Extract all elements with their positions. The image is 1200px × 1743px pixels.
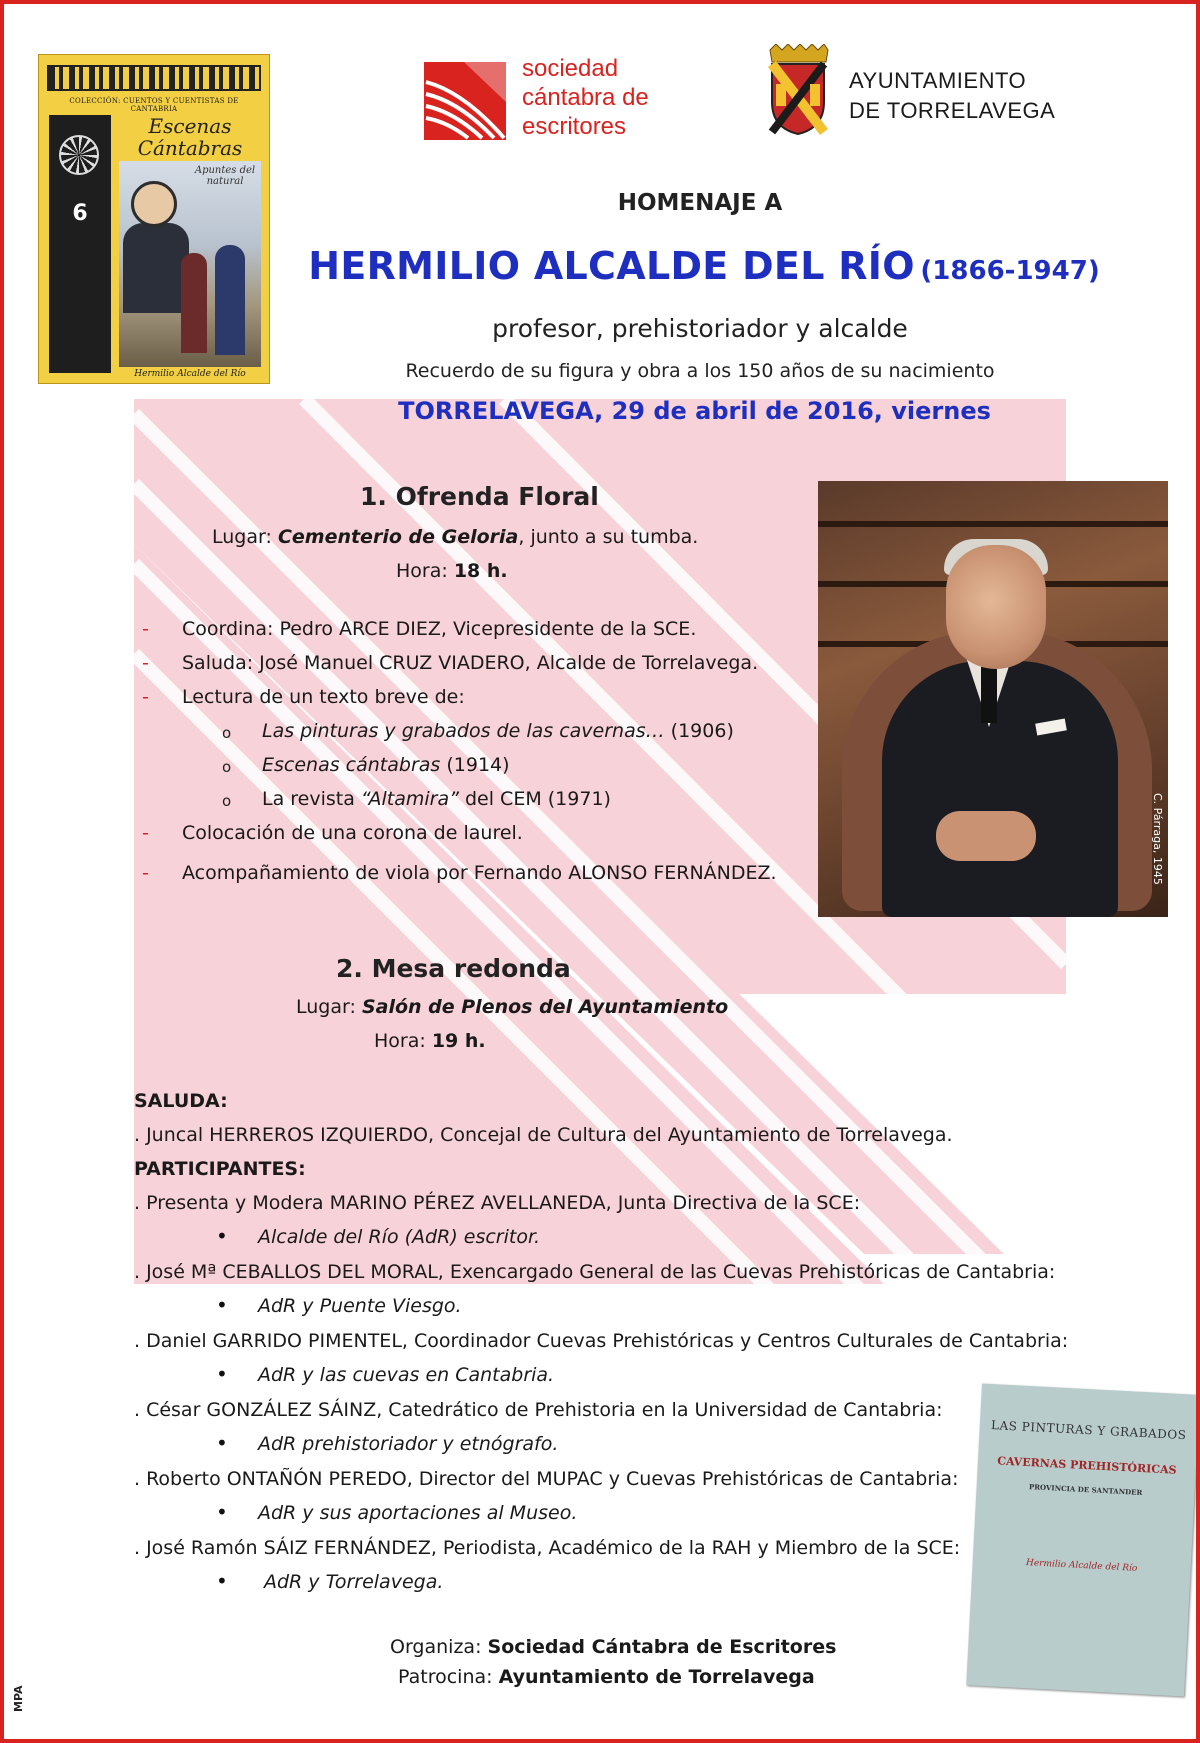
head bbox=[946, 545, 1046, 669]
section1-time-label: Hora: bbox=[396, 560, 448, 582]
participant-line: . José Mª CEBALLOS DEL MORAL, Exencargado General de las Cuevas Prehistóricas de Cantabria: bbox=[134, 1261, 1056, 1283]
reading-year: (1906) bbox=[664, 720, 734, 742]
section1-time-value: 18 h. bbox=[453, 560, 508, 582]
honoree-name bbox=[4, 244, 1200, 288]
cover-author: Hermilio Alcalde del Río bbox=[134, 369, 246, 379]
dash-bullet: - bbox=[142, 686, 149, 708]
saluda-line: . Juncal HERREROS IZQUIERDO, Concejal de Cultura del Ayuntamiento de Torrelavega. bbox=[134, 1124, 953, 1146]
organiza-value: Sociedad Cántabra de Escritores bbox=[487, 1636, 837, 1658]
dash-bullet: - bbox=[142, 862, 149, 884]
honoree-profession: profesor, prehistoriador y alcalde bbox=[492, 314, 908, 343]
participant-topic: AdR y Puente Viesgo. bbox=[258, 1295, 462, 1317]
painter-signature: C. Párraga, 1945 bbox=[1151, 793, 1164, 885]
book2-line3: PROVINCIA DE SANTANDER bbox=[1028, 1482, 1143, 1498]
shelf-1 bbox=[818, 521, 1168, 527]
ayuntamiento-logo-text bbox=[849, 66, 1055, 126]
circle-bullet: o bbox=[222, 724, 232, 742]
section2-place-value: Salón de Plenos del Ayuntamiento bbox=[361, 996, 729, 1018]
book2-author: Hermilio Alcalde del Río bbox=[1025, 1558, 1138, 1574]
cover-title-line2: Cántabras bbox=[137, 136, 243, 160]
section1-place-label: Lugar: bbox=[212, 526, 272, 548]
torrelavega-coat-of-arms-icon bbox=[762, 44, 834, 136]
bullet-dot: • bbox=[216, 1569, 228, 1593]
participant-topic: AdR y Torrelavega. bbox=[264, 1571, 444, 1593]
tie bbox=[981, 667, 997, 723]
participant-line: . Roberto ONTAÑÓN PEREDO, Director del MUPAC y Cuevas Prehistóricas de Cantabria: bbox=[134, 1468, 959, 1490]
bullet-dot: • bbox=[216, 1224, 228, 1248]
reading-item bbox=[262, 720, 734, 742]
sce-line2: cántabra de bbox=[522, 84, 649, 111]
participantes-heading: PARTICIPANTES: bbox=[134, 1158, 306, 1180]
section1-item: Acompañamiento de viola por Fernando ALONSO FERNÁNDEZ. bbox=[182, 862, 777, 884]
section1-item: Colocación de una corona de laurel. bbox=[182, 822, 523, 844]
section1-place-value: Cementerio de Geloria bbox=[277, 526, 519, 548]
reading-item bbox=[262, 754, 510, 776]
homenaje-heading: HOMENAJE A bbox=[617, 190, 783, 216]
reading-year: del CEM (1971) bbox=[458, 788, 611, 810]
circle-bullet: o bbox=[222, 792, 232, 810]
section2-place-label: Lugar: bbox=[296, 996, 356, 1018]
sce-line1: sociedad bbox=[522, 55, 619, 82]
section1-item: Saluda: José Manuel CRUZ VIADERO, Alcalde de Torrelavega. bbox=[182, 652, 759, 674]
portrait-painting bbox=[818, 481, 1168, 917]
participant-topic: AdR y las cuevas en Cantabria. bbox=[258, 1364, 555, 1386]
cover-collection: COLECCIÓN: CUENTOS Y CUENTISTAS DE CANTABRIA bbox=[69, 97, 239, 113]
participant-line: . Presenta y Modera MARINO PÉREZ AVELLANEDA, Junta Directiva de la SCE: bbox=[134, 1192, 861, 1214]
ayuntamiento-line2: DE TORRELAVEGA bbox=[849, 98, 1056, 123]
honoree-years: (1866-1947) bbox=[920, 256, 1100, 286]
section2-time bbox=[374, 1030, 486, 1052]
book-cover-pinturas-y-grabados bbox=[966, 1384, 1200, 1697]
section2-place bbox=[296, 996, 728, 1018]
reading-title: Escenas cántabras bbox=[262, 754, 441, 776]
dash-bullet: - bbox=[142, 652, 149, 674]
reading-title: “Altamira” bbox=[360, 788, 459, 810]
section1-place-suffix: , junto a su tumba. bbox=[518, 526, 699, 548]
saluda-heading: SALUDA: bbox=[134, 1090, 228, 1112]
book2-line1: LAS PINTURAS Y GRABADOS bbox=[990, 1418, 1187, 1443]
participant-topic: Alcalde del Río (AdR) escritor. bbox=[258, 1226, 541, 1248]
cover-number: 6 bbox=[72, 201, 88, 226]
bullet-dot: • bbox=[216, 1500, 228, 1524]
dash-bullet: - bbox=[142, 618, 149, 640]
circle-bullet: o bbox=[222, 758, 232, 776]
cover-title-line1: Escenas bbox=[148, 114, 232, 138]
cover-pattern bbox=[47, 65, 261, 91]
reading-title: Las pinturas y grabados de las cavernas… bbox=[262, 720, 665, 742]
section1-item: Lectura de un texto breve de: bbox=[182, 686, 465, 708]
section1-title: 1. Ofrenda Floral bbox=[360, 482, 599, 511]
section2-time-label: Hora: bbox=[374, 1030, 426, 1052]
reading-item bbox=[262, 788, 611, 810]
bullet-dot: • bbox=[216, 1293, 228, 1317]
cover-title bbox=[119, 115, 261, 159]
honoree-name-text: HERMILIO ALCALDE DEL RÍO bbox=[308, 244, 915, 288]
section1-place bbox=[212, 526, 698, 548]
patrocina-value: Ayuntamiento de Torrelavega bbox=[498, 1666, 815, 1688]
reading-prefix: La revista bbox=[262, 788, 361, 810]
organiza-label: Organiza: bbox=[390, 1636, 482, 1658]
compass-rose-icon bbox=[59, 135, 99, 175]
reading-year: (1914) bbox=[440, 754, 510, 776]
participant-line: . Daniel GARRIDO PIMENTEL, Coordinador Cuevas Prehistóricas y Centros Culturales de Cantabria: bbox=[134, 1330, 1069, 1352]
dash-bullet: - bbox=[142, 822, 149, 844]
remembrance-subtitle: Recuerdo de su figura y obra a los 150 años de su nacimiento bbox=[405, 360, 995, 382]
section1-time bbox=[396, 560, 508, 582]
sce-line3: escritores bbox=[522, 113, 627, 140]
sce-logo-icon bbox=[424, 62, 506, 140]
section2-title: 2. Mesa redonda bbox=[336, 954, 571, 983]
patrocina-line bbox=[398, 1666, 815, 1688]
participant-topic: AdR y sus aportaciones al Museo. bbox=[258, 1502, 578, 1524]
ayuntamiento-line1: AYUNTAMIENTO bbox=[849, 68, 1027, 93]
section1-item: Coordina: Pedro ARCE DIEZ, Vicepresidente de la SCE. bbox=[182, 618, 697, 640]
event-date: TORRELAVEGA, 29 de abril de 2016, viernes bbox=[398, 397, 991, 425]
book2-line2: CAVERNAS PREHISTÓRICAS bbox=[996, 1454, 1177, 1477]
participant-topic: AdR prehistoriador y etnógrafo. bbox=[258, 1433, 559, 1455]
sce-logo-text bbox=[522, 54, 649, 141]
section2-time-value: 19 h. bbox=[431, 1030, 486, 1052]
patrocina-label: Patrocina: bbox=[398, 1666, 493, 1688]
credit-mpa: MPA bbox=[12, 1685, 25, 1712]
hands bbox=[936, 811, 1036, 861]
participant-line: . César GONZÁLEZ SÁINZ, Catedrático de Prehistoria en la Universidad de Cantabria: bbox=[134, 1399, 943, 1421]
bullet-dot: • bbox=[216, 1362, 228, 1386]
bullet-dot: • bbox=[216, 1431, 228, 1455]
organiza-line bbox=[390, 1636, 836, 1658]
suit bbox=[882, 661, 1118, 917]
cover-subtitle: Apuntes del natural bbox=[194, 165, 256, 187]
participant-line: . José Ramón SÁIZ FERNÁNDEZ, Periodista, Académico de la RAH y Miembro de la SCE: bbox=[134, 1537, 961, 1559]
